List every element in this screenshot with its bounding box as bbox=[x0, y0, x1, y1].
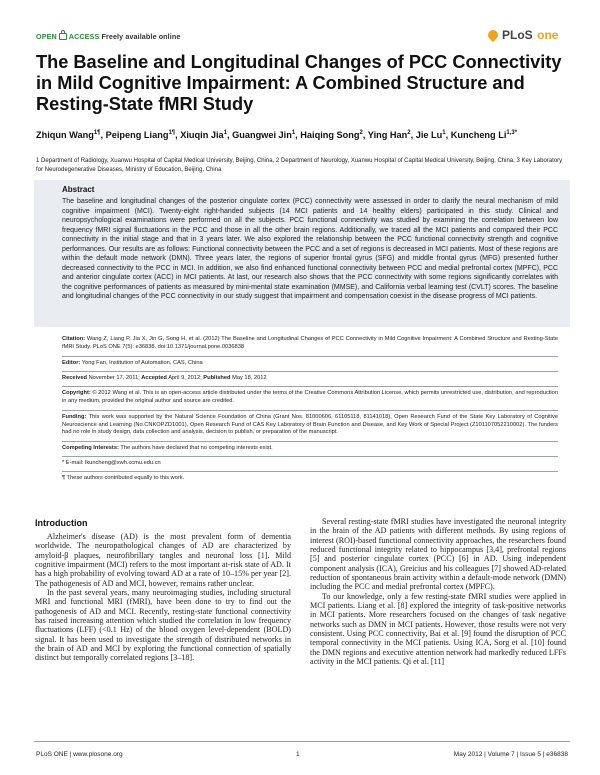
footer-issue: May 2012 | Volume 7 | Issue 5 | e36838 bbox=[453, 751, 568, 758]
author: Zhiqun Wang$^{1\P}$, bbox=[36, 130, 106, 141]
equal-contribution: ¶ These authors contributed equally to this work. bbox=[62, 475, 185, 481]
divider bbox=[62, 441, 558, 442]
footer-divider bbox=[34, 741, 570, 742]
divider bbox=[62, 471, 558, 472]
drop-icon bbox=[486, 28, 500, 42]
divider bbox=[62, 410, 558, 411]
divider bbox=[62, 371, 558, 372]
divider bbox=[62, 386, 558, 387]
author: Ying Han$^2$, bbox=[367, 130, 416, 141]
access-label: ACCESS bbox=[68, 32, 100, 41]
abstract-heading: Abstract bbox=[62, 185, 95, 194]
page-number: 1 bbox=[296, 751, 300, 758]
paragraph: Several resting-state fMRI studies have investigated the neuronal integrity in the brain of the AD patients with different methods. By using regions of interest (ROI)-based functional connectivity approaches, the researchers found reduced functional integrity related to hippocampus [3,4], prefrontal regions [5] and posterior cingulate cortex (PCC) [6] in AD. Using independent component analysis (ICA), Greicius and his colleagues [7] showed AD-related reduction of spontaneous brain activity within a default-mode network (DMN) including the PCC and medial prefrontal cortex (MPFC). bbox=[310, 517, 566, 592]
paragraph: Alzheimer's disease (AD) is the most prevalent form of dementia worldwide. The neuropathological changes of AD are characterized by amyloid-β plaques, neurofibrillary tangles and neuronal loss [1]. Mild cognitive impairment (MCI) refers to the most important at-risk state of AD. It has a high probability of evolving toward AD at a rate of 10–15% per year [2]. The pathogenesis of AD and MCI, however, remains rather unclear. bbox=[35, 532, 291, 588]
paragraph: In the past several years, many neuroimaging studies, including structural MRI and functional MRI (fMRI), have been done to try to find out the pathogenesis of AD and MCI. Recently, resting-state functional connectivity has raised increasing attention which studied the correlation in low frequency fluctuations (LFF) (<0.1 Hz) of the blood oxygen level-dependent (BOLD) signal. It has been used to investigate the strength of distributed networks in the brain of AD and MCI by exploring the functional connection of spatially distinct but temporally correlated regions [3–18]. bbox=[35, 588, 291, 663]
abstract-text: The baseline and longitudinal changes of the posterior cingulate cortex (PCC) connectivity were assessed in order to clarify the neural mechanism of mild cognitive impairment (MCI). Twenty-eight right-handed subjects (14 MCI patients and 14 healthy elders) participated in this study. Clinical and neuropsychological examinations were performed on all the subjects. PCC functional connectivity was studied by examining the correlation between low frequency fMRI signal fluctuations in the PCC and those in all the other brain regions. Additionally, we traced all the MCI patients and compared their PCC connectivity in the initial stage and that in 3 years later. We also explored the relationship between the PCC functional connectivity strength and cognitive performances. Our results are as follows: Functional connectivity between the PCC and a set of regions is decreased in MCI patients. Most of these regions are within the default mode network (DMN). Three years later, the regions of superior frontal gyrus (SFG) and middle frontal gyrus (MFG) presented further decreased connectivity to the PCC in MCI. In addition, we also find enhanced functional connectivity between PCC and medial prefrontal cortex (MPFC), PCC and anterior cingulate cortex (ACC) in MCI patients. At last, our research also shows that the PCC connectivity with some regions significantly correlates with the cognitive performances of patients as measured by mini-mental state examination (MMSE), and California verbal learning test (CVLT) scores. The baseline and longitudinal changes of the PCC connectivity in our study suggest that impairment and compensation coexist in the disease progress of MCI patients. bbox=[62, 198, 558, 300]
author: Xiuqin Jia$^1$, bbox=[180, 130, 233, 141]
journal-plos: PLoS bbox=[502, 28, 533, 42]
open-access-banner bbox=[36, 32, 180, 41]
author: Guangwei Jin$^1$, bbox=[232, 130, 301, 141]
citation: Citation: Wang Z, Liang P, Jia X, Jin G, Song H, et al. (2012) The Baseline and Longitudinal Changes of PCC Connectivity in Mild Cognitive Impairment: A Combined Structure and Resting-State fMRI Study. PLoS ONE 7(5): e36838. doi:10.1371/journal.pone.0036838 bbox=[62, 336, 558, 350]
divider bbox=[62, 356, 558, 357]
copyright: Copyright: © 2012 Wang et al. This is an open-access article distributed under the terms of the Creative Commons Attribution License, which permits unrestricted use, distribution, and reproduction in any medium, provided the original author and source are credited. bbox=[62, 390, 558, 404]
competing-interests: Competing Interests: The authors have declared that no competing interests exist. bbox=[62, 445, 273, 451]
journal-one: one bbox=[537, 28, 559, 42]
author: Peipeng Liang$^{1\P}$, bbox=[105, 130, 181, 141]
author: Kuncheng $Li^{1,3*}$ bbox=[450, 130, 518, 141]
dates: Received November 17, 2011; Accepted April 9, 2012; Published May 18, 2012 bbox=[62, 375, 267, 381]
author: Haiqing Song$^2$, bbox=[300, 130, 368, 141]
paragraph: To our knowledge, only a few resting-state fMRI studies were applied in MCI patients. Liang et al. [8] explored the integrity of task-positive networks in MCI patients. More researchers focused on the changes of task negative networks such as DMN in MCI patients. However, those results were not very consistent. Using PCC connectivity, Bai et al. [9] found the disruption of PCC temporal connectivity in the MCI patients. Using ICA, Sorg et al. [10] found the DMN regions and executive attention network had markedly reduced LFFs activity in the MCI patients. Qi et al. [11] bbox=[310, 591, 566, 667]
right-column bbox=[310, 517, 566, 667]
affiliations: 1 Department of Radiology, Xuanwu Hospital of Capital Medical University, Beijing, China, 2 Department of Neurology, Xuanwu Hospital of Capital Medical University, Beijing, China, 3 Key Laboratory for Neurodegenerative Diseases, Ministry of Education, Beijing, China bbox=[36, 158, 563, 173]
divider bbox=[62, 456, 558, 457]
author: Jie Lu$^1$, bbox=[415, 130, 451, 141]
introduction-heading: Introduction bbox=[35, 518, 88, 528]
editor: Editor: Yong Fan, Institution of Automation, CAS, China bbox=[62, 360, 203, 366]
open-lock-icon bbox=[59, 33, 67, 40]
open-label: OPEN bbox=[36, 32, 57, 41]
left-column bbox=[35, 532, 291, 663]
funding: Funding: This work was supported by the Natural Science Foundation of China (Grant Nos. 81000606, 61105118, 81141018), Open Research Fund of the State Key Laboratory of Cognitive Neuroscience and Learning (No.CNKOPZD1001), Open Research Fund of CAS Key Laboratory of Brain Function and Disease, and Key Work of Special Project (Z101107052210002). The funders had no role in study design, data collection and analysis, decision to publish, or preparation of the manuscript. bbox=[62, 414, 558, 436]
article-title: The Baseline and Longitudinal Changes of PCC Connectivity in Mild Cognitive Impairment: A Combined Structure and Resting-State fMRI Study bbox=[36, 52, 562, 114]
journal-logo bbox=[488, 26, 568, 42]
freely-available-label: Freely available online bbox=[101, 32, 181, 41]
author-list bbox=[36, 126, 566, 143]
footer-journal: PLoS ONE | www.plosone.org bbox=[36, 751, 123, 758]
email[interactable]: * E-mail: lkuncheng@xwh.ccmu.edu.cn bbox=[62, 460, 161, 466]
